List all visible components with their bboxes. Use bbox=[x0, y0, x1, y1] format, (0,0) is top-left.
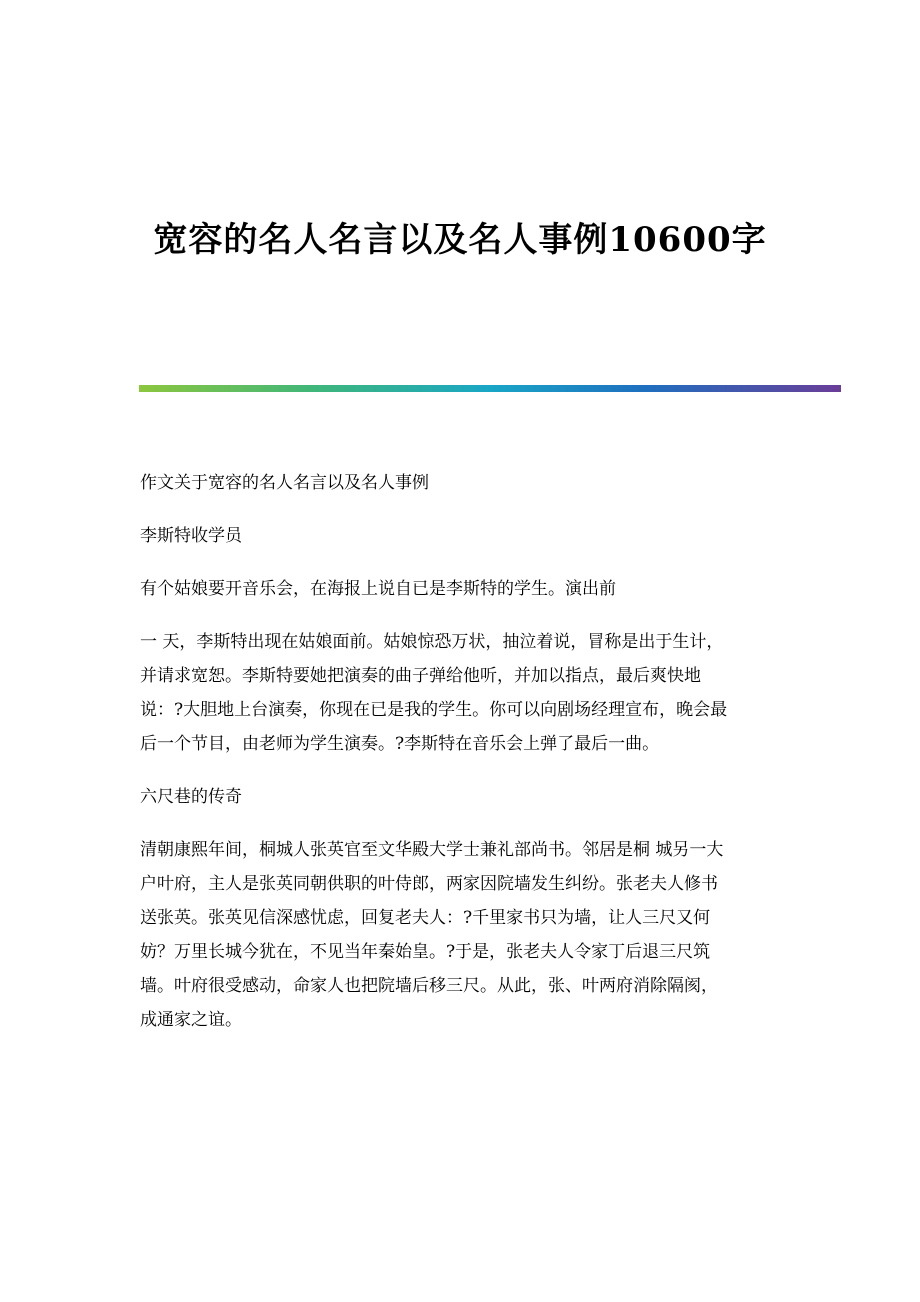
text-line: 李斯特收学员 bbox=[140, 526, 242, 546]
text-line: 妨？万里长城今犹在，不见当年秦始皇。?于是，张老夫人令家丁后退三尺筑 bbox=[140, 942, 711, 962]
intro-heading bbox=[140, 466, 780, 500]
text-line: 清朝康熙年间，桐城人张英官至文华殿大学士兼礼部尚书。邻居是桐 城另一大 bbox=[140, 840, 724, 860]
text-line: 墙。叶府很受感动，命家人也把院墙后移三尺。从此，张、叶两府消除隔阂， bbox=[140, 976, 718, 996]
text-line: 有个姑娘要开音乐会，在海报上说自已是李斯特的学生。演出前 bbox=[140, 579, 616, 599]
section-heading-six-foot-lane bbox=[140, 780, 780, 814]
text-line: 六尺巷的传奇 bbox=[140, 787, 242, 807]
text-line: 送张英。张英见信深感忧虑，回复老夫人：?千里家书只为墙，让人三尺又何 bbox=[140, 908, 711, 928]
paragraph-six-foot-lane-story bbox=[140, 833, 780, 1037]
text-line: 作文关于宽容的名人名言以及名人事例 bbox=[140, 473, 429, 493]
gradient-divider bbox=[139, 385, 841, 392]
section-heading-liszt bbox=[140, 519, 780, 553]
text-line: 一 天，李斯特出现在姑娘面前。姑娘惊恐万状，抽泣着说，冒称是出于生计， bbox=[140, 632, 724, 652]
text-line: 并请求宽恕。李斯特要她把演奏的曲子弹给他听，并加以指点，最后爽快地 bbox=[140, 666, 701, 686]
paragraph-liszt-story bbox=[140, 625, 780, 761]
document-title: 宽容的名人名言以及名人事例10600字 bbox=[153, 220, 767, 260]
text-line: 后一个节目，由老师为学生演奏。?李斯特在音乐会上弹了最后一曲。 bbox=[140, 734, 660, 754]
document-body bbox=[140, 466, 780, 1056]
text-line: 说：?大胆地上台演奏，你现在已是我的学生。你可以向剧场经理宣布，晚会最 bbox=[140, 700, 728, 720]
text-line: 成通家之谊。 bbox=[140, 1010, 242, 1030]
text-line: 户叶府，主人是张英同朝供职的叶侍郎，两家因院墙发生纠纷。张老夫人修书 bbox=[140, 874, 718, 894]
paragraph-liszt-intro bbox=[140, 572, 780, 606]
